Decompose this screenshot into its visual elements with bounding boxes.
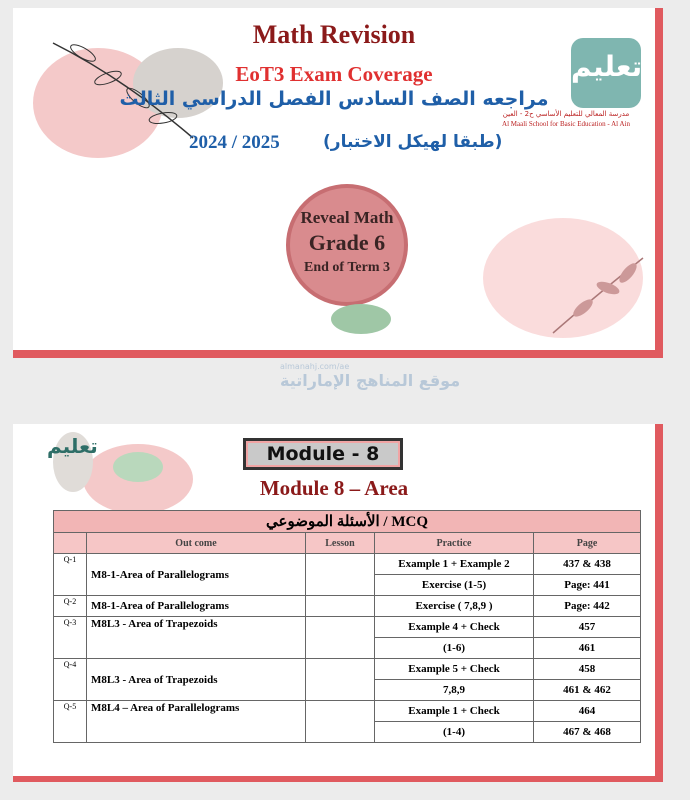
page-cell: 461 bbox=[534, 638, 641, 659]
grade-badge bbox=[286, 184, 408, 306]
practice-cell: Exercise ( 7,8,9 ) bbox=[375, 596, 534, 617]
watermark-text: موقع المناهج الإماراتية bbox=[280, 371, 461, 390]
practice-cell: (1-4) bbox=[375, 722, 534, 743]
page-cell: 457 bbox=[534, 617, 641, 638]
badge-line2: Grade 6 bbox=[308, 230, 386, 255]
school-logo bbox=[561, 38, 651, 108]
arabic-structure-note: (طبقا لهيكل الاختبار) bbox=[323, 132, 503, 152]
practice-header: Practice bbox=[375, 533, 534, 554]
module-slide bbox=[13, 424, 663, 782]
watermark-url: almanahj.com/ae bbox=[280, 362, 350, 371]
page-title: Math Revision bbox=[252, 20, 416, 49]
site-watermark bbox=[280, 362, 460, 390]
question-number: Q-2 bbox=[54, 596, 87, 617]
lesson-cell bbox=[306, 659, 375, 701]
practice-cell: Example 1 + Example 2 bbox=[375, 554, 534, 575]
badge-line1: Reveal Math bbox=[300, 208, 394, 227]
lesson-cell bbox=[306, 701, 375, 743]
cover-slide bbox=[13, 8, 663, 358]
page-cell: 467 & 468 bbox=[534, 722, 641, 743]
page-cell: 458 bbox=[534, 659, 641, 680]
module-title: Module 8 – Area bbox=[259, 476, 409, 500]
question-number: Q-4 bbox=[54, 659, 87, 701]
exam-subtitle: EoT3 Exam Coverage bbox=[235, 62, 433, 86]
page-header: Page bbox=[534, 533, 641, 554]
page-cell: Page: 441 bbox=[534, 575, 641, 596]
mcq-header: الأسئلة الموضوعي / MCQ bbox=[54, 511, 641, 533]
flower-branch-icon bbox=[543, 248, 653, 338]
lesson-header: Lesson bbox=[306, 533, 375, 554]
badge-line3: End of Term 3 bbox=[304, 260, 390, 275]
arabic-heading: مراجعه الصف السادس الفصل الدراسي الثالث bbox=[119, 88, 549, 110]
outcome-cell: M8L3 - Area of Trapezoids bbox=[87, 659, 306, 701]
page-cell: 464 bbox=[534, 701, 641, 722]
practice-cell: Example 1 + Check bbox=[375, 701, 534, 722]
question-number: Q-1 bbox=[54, 554, 87, 596]
page-cell: 437 & 438 bbox=[534, 554, 641, 575]
outcome-header: Out come bbox=[87, 533, 306, 554]
school-name-english: Al Maali School for Basic Education - Al Ain bbox=[502, 120, 630, 128]
logo-word: تعليم bbox=[47, 434, 98, 458]
year-label: 2024 / 2025 bbox=[189, 132, 280, 153]
outcome-cell: M8L3 - Area of Trapezoids bbox=[87, 617, 306, 659]
practice-cell: Example 4 + Check bbox=[375, 617, 534, 638]
school-logo bbox=[47, 434, 97, 458]
table-row bbox=[54, 554, 641, 575]
practice-cell: Exercise (1-5) bbox=[375, 575, 534, 596]
page-cell: Page: 442 bbox=[534, 596, 641, 617]
page-cell: 461 & 462 bbox=[534, 680, 641, 701]
lesson-cell bbox=[306, 596, 375, 617]
outcome-cell: M8-1-Area of Parallelograms bbox=[87, 554, 306, 596]
qnum-header bbox=[54, 533, 87, 554]
outcome-cell: M8-1-Area of Parallelograms bbox=[87, 596, 306, 617]
lesson-cell bbox=[306, 617, 375, 659]
question-number: Q-5 bbox=[54, 701, 87, 743]
table-row bbox=[54, 596, 641, 617]
school-name-arabic: مدرسة المعالي للتعليم الأساسي ح2 - العين bbox=[502, 110, 630, 118]
outcome-cell: M8L4 – Area of Parallelograms bbox=[87, 701, 306, 743]
table-row bbox=[54, 617, 641, 638]
practice-cell: 7,8,9 bbox=[375, 680, 534, 701]
lesson-cell bbox=[306, 554, 375, 596]
logo-word: تعليم bbox=[571, 50, 643, 83]
module-label-box bbox=[243, 438, 403, 470]
green-blob-decoration bbox=[331, 304, 391, 334]
table-row bbox=[54, 701, 641, 722]
practice-cell: (1-6) bbox=[375, 638, 534, 659]
practice-cell: Example 5 + Check bbox=[375, 659, 534, 680]
module-label: Module - 8 bbox=[248, 443, 398, 465]
table-row bbox=[54, 659, 641, 680]
coverage-table bbox=[53, 510, 641, 743]
question-number: Q-3 bbox=[54, 617, 87, 659]
